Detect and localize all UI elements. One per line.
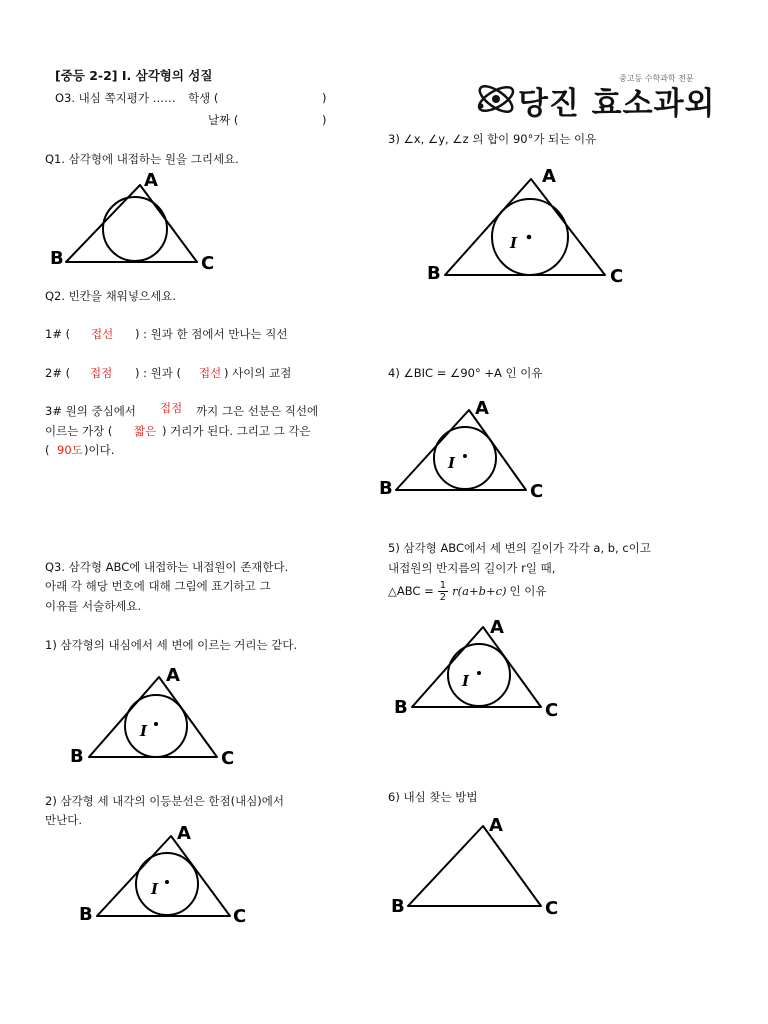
q2-item3-line1-prefix: 3# 원의 중심에서 xyxy=(45,404,136,418)
q2-item3-line3-prefix: ( xyxy=(45,443,50,457)
q3-item3-text: 3) ∠x, ∠y, ∠z 의 합이 90°가 되는 이유 xyxy=(388,132,597,146)
q2-item3-answer1: 접점 xyxy=(160,401,183,415)
q3-item5-formula-body: r(a+b+c) xyxy=(452,583,507,598)
q3-item1-label-b: B xyxy=(70,746,84,767)
q3-item5-line2: 내접원의 반지름의 길이가 r일 때, xyxy=(388,561,556,575)
q3-item5-label-b: B xyxy=(394,697,408,718)
q3-item5-formula-suffix: 인 이유 xyxy=(509,583,547,598)
q2-item1-answer: 접선 xyxy=(91,327,114,341)
date-close-paren: ) xyxy=(322,113,327,127)
q3-item5-label-c: C xyxy=(545,700,559,721)
q3-item4-label-b: B xyxy=(379,478,393,499)
q3-item6-label-a: A xyxy=(489,815,503,836)
q3-item1-text: 1) 삼각형의 내심에서 세 변에 이르는 거리는 같다. xyxy=(45,638,298,652)
q3-line1: Q3. 삼각형 ABC에 내접하는 내접원이 존재한다. xyxy=(45,560,289,574)
q2-item1-prefix: 1# ( xyxy=(45,327,71,341)
q2-item2-prefix: 2# ( xyxy=(45,366,71,380)
q3-item5-frac-num: 1 xyxy=(439,580,447,591)
q2-item3-answer3: 90도 xyxy=(57,443,83,457)
q3-item6-triangle xyxy=(408,826,541,906)
q1-text: Q1. 삼각형에 내접하는 원을 그리세요. xyxy=(45,152,239,166)
q3-item2-line1: 2) 삼각형 세 내각의 이등분선은 한점(내심)에서 xyxy=(45,794,285,808)
date-label: 날짜 ( xyxy=(208,113,239,127)
q2-item3-line2-prefix: 이르는 가장 ( xyxy=(45,424,113,438)
q3-item5-label-i: I xyxy=(462,672,470,690)
q3-item1-label-a: A xyxy=(166,665,180,686)
q3-line2: 아래 각 해당 번호에 대해 그림에 표기하고 그 xyxy=(45,579,271,593)
student-label: 학생 ( xyxy=(188,91,219,105)
q1-label-b: B xyxy=(50,248,64,269)
q2-item3-answer2: 짧은 xyxy=(134,424,157,438)
q3-item5-label-a: A xyxy=(490,617,504,638)
q1-label-a: A xyxy=(144,170,158,191)
q2-item2-suffix: ) 사이의 교점 xyxy=(224,366,292,380)
q3-item3-label-a: A xyxy=(542,166,556,187)
q2-item2-answer1: 접점 xyxy=(90,366,113,380)
q2-item3-line2-suffix: ) 거리가 된다. 그리고 그 각은 xyxy=(162,424,311,438)
q3-item5-frac-den: 2 xyxy=(439,592,447,603)
q3-item6-label-c: C xyxy=(545,898,559,919)
q3-item4-label-a: A xyxy=(475,398,489,419)
q3-item2-label-a: A xyxy=(177,823,191,844)
q3-item4-label-c: C xyxy=(530,481,544,502)
q3-item3-label-i: I xyxy=(510,234,518,252)
q3-item1-label-c: C xyxy=(221,748,235,769)
q3-item5-line1: 5) 삼각형 ABC에서 세 변의 길이가 각각 a, b, c이고 xyxy=(388,541,651,555)
logo-name: 당진 효소과외 xyxy=(518,86,716,122)
worksheet-subtitle: O3. 내심 쪽지평가 …… xyxy=(55,91,176,105)
q2-item3-line3-suffix: )이다. xyxy=(84,443,115,457)
q1-label-c: C xyxy=(201,253,215,274)
q3-item2-label-i: I xyxy=(151,880,159,898)
q2-item3-line1-suffix: 까지 그은 선분은 직선에 xyxy=(196,404,319,418)
logo-subtitle: 중고등 수학과학 전문 xyxy=(619,74,694,83)
q3-item3-label-b: B xyxy=(427,263,441,284)
q3-item4-text: 4) ∠BIC = ∠90° +A 인 이유 xyxy=(388,366,543,380)
q2-item2-answer2: 접선 xyxy=(199,366,222,380)
q2-item1-suffix: ) : 원과 한 점에서 만나는 직선 xyxy=(135,327,288,341)
q3-item6-label-b: B xyxy=(391,896,405,917)
q3-item6-text: 6) 내심 찾는 방법 xyxy=(388,790,478,804)
q2-item2-mid: ) : 원과 ( xyxy=(135,366,182,380)
q3-line3: 이유를 서술하세요. xyxy=(45,599,142,613)
q3-item1-label-i: I xyxy=(140,722,148,740)
q2-text: Q2. 빈칸을 채워넣으세요. xyxy=(45,289,176,303)
q3-item2-label-c: C xyxy=(233,906,247,927)
q3-item3-label-c: C xyxy=(610,266,624,287)
worksheet-title: [중등 2-2] Ⅰ. 삼각형의 성질 xyxy=(55,68,213,83)
student-close-paren: ) xyxy=(322,91,327,105)
q3-item2-label-b: B xyxy=(79,904,93,925)
q3-item2-line2: 만난다. xyxy=(45,813,82,827)
q3-item5-formula-prefix: △ABC = xyxy=(388,583,434,598)
q3-item4-label-i: I xyxy=(448,454,456,472)
